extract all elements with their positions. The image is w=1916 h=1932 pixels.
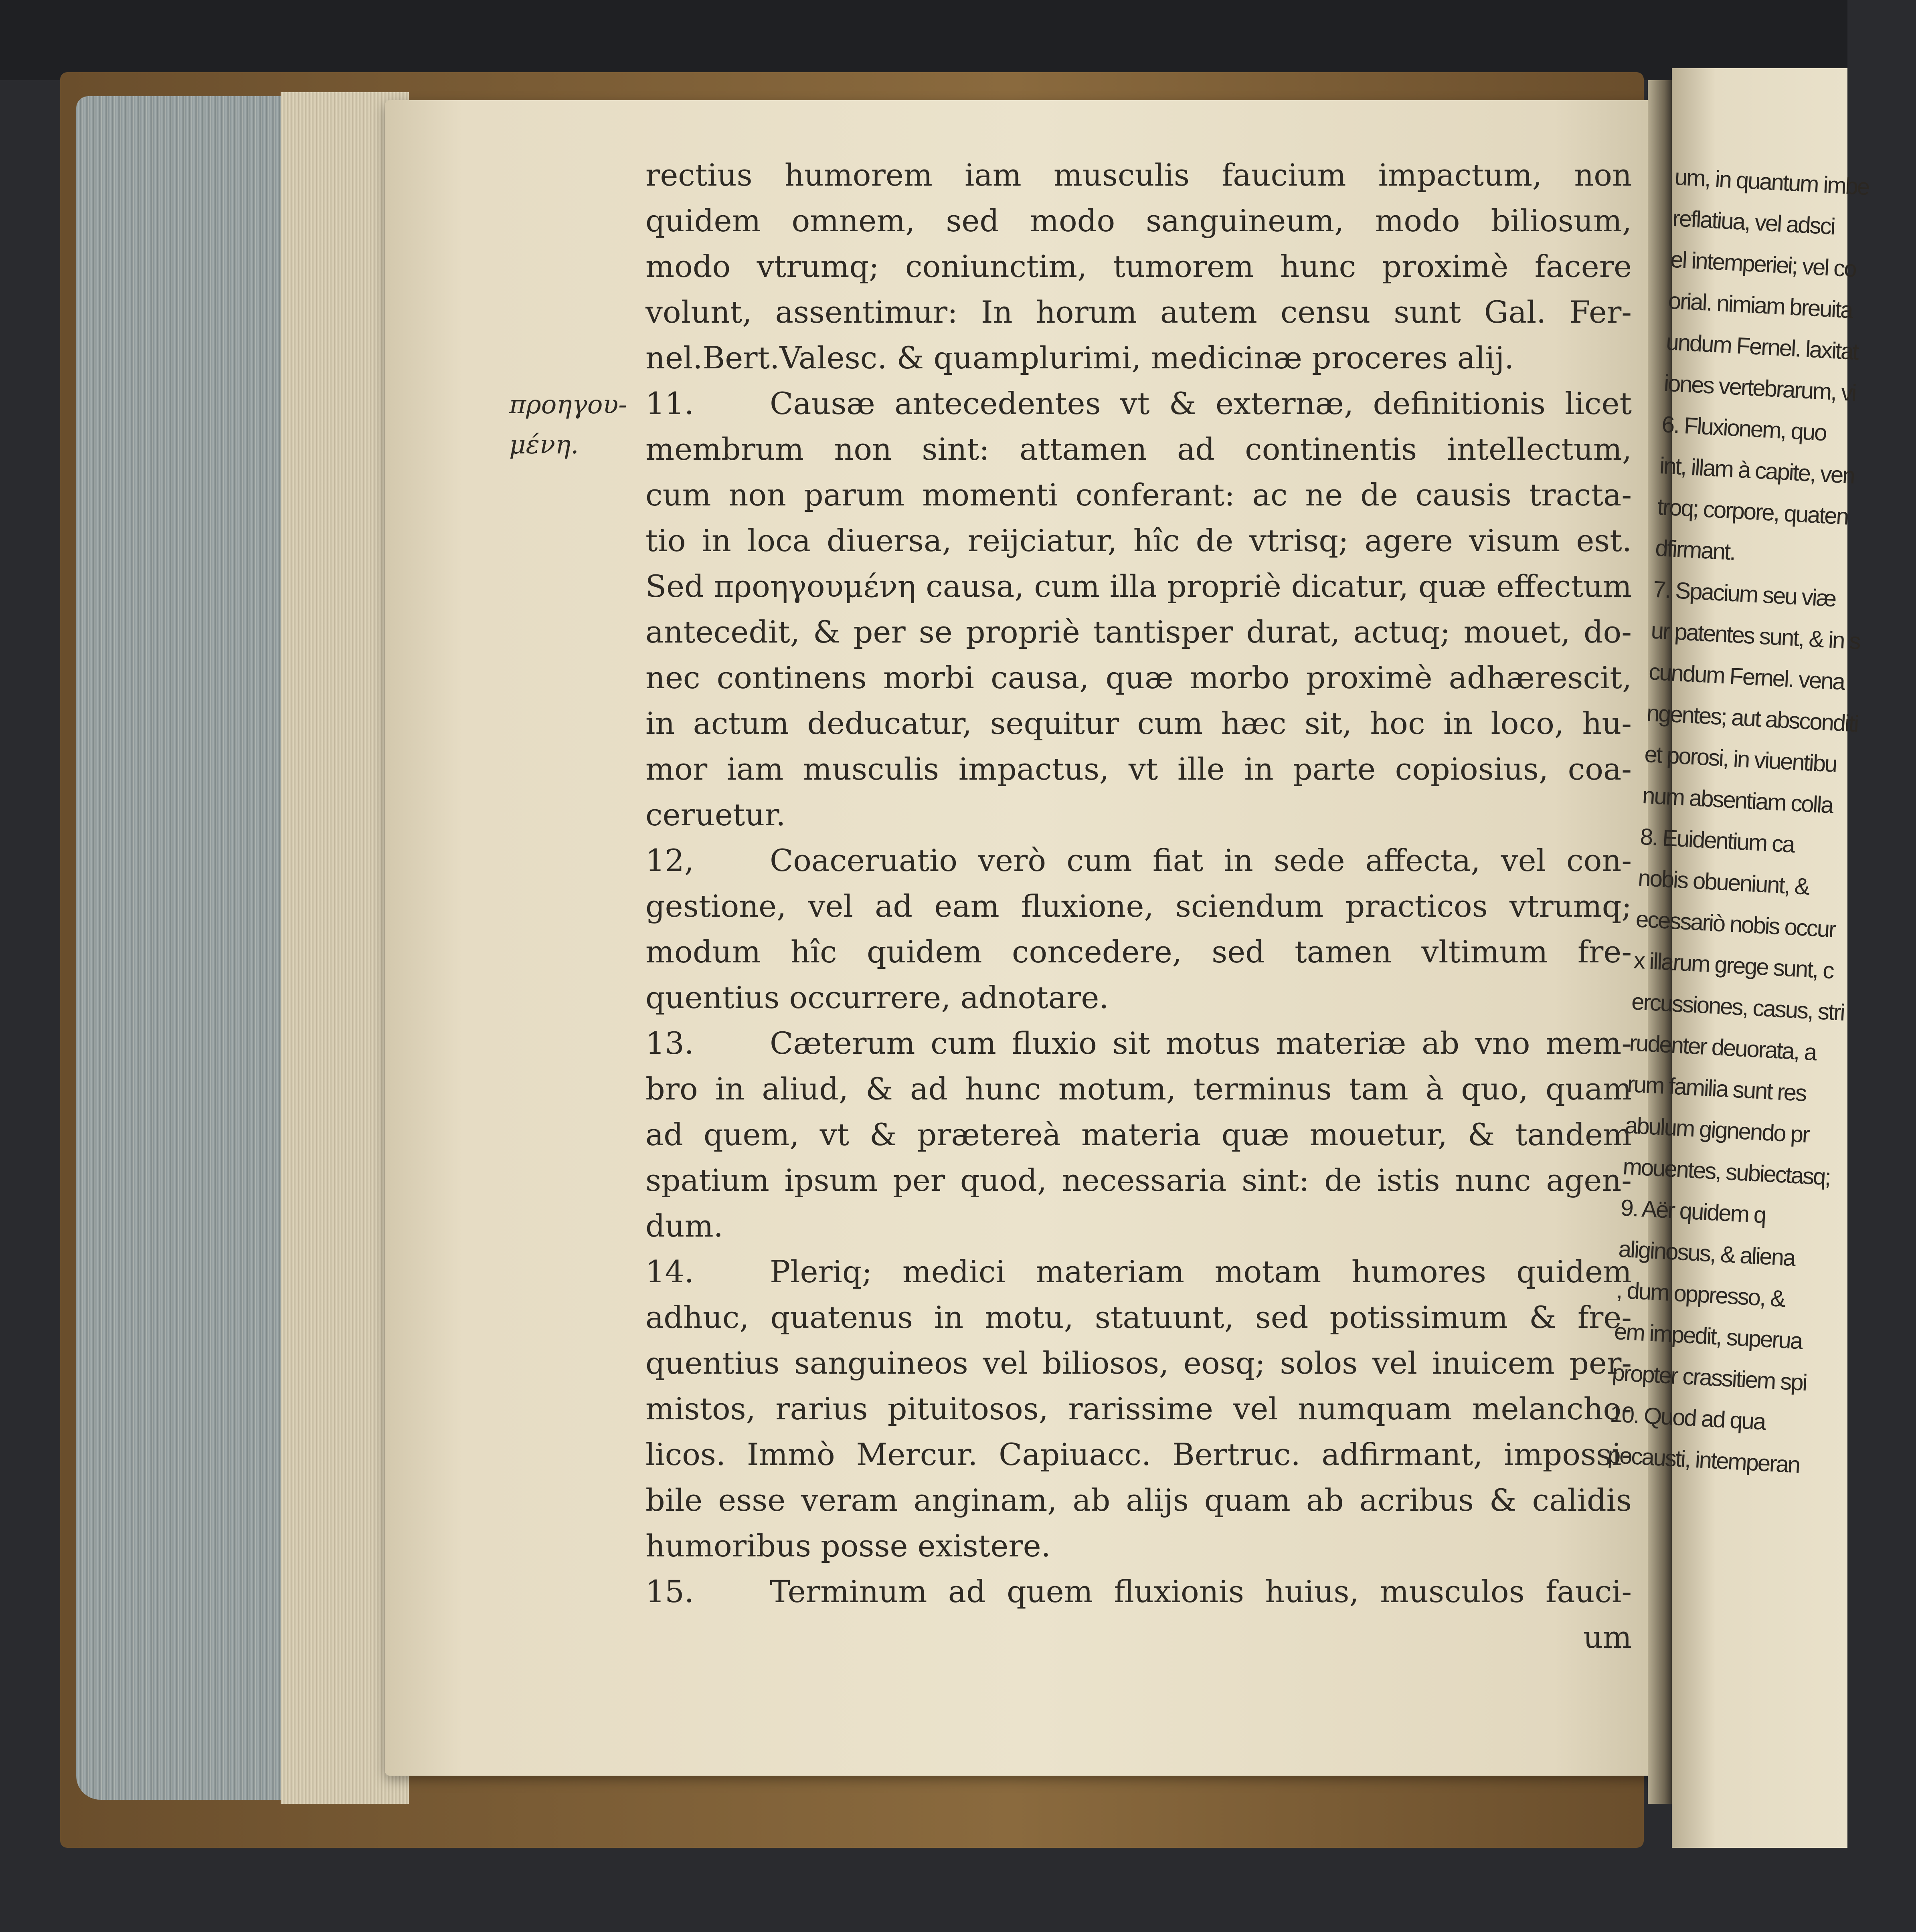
line-text: humoribus posse existere. xyxy=(645,1528,1051,1564)
line-text: gestione, vel ad eam fluxione, sciendum practicos vtrumq; xyxy=(645,888,1632,924)
line-text: modo vtrumq; coniunctim, tumorem hunc proximè facere xyxy=(645,249,1632,284)
line-text: tio in loca diuersa, reijciatur, hîc de vtrisq; agere visum est. xyxy=(645,523,1632,558)
right-page-line: um, in quantum imbe xyxy=(1674,164,1869,200)
right-page-line: 8. Euidentium ca xyxy=(1639,823,1795,858)
right-page-line: pocausti, intemperan xyxy=(1607,1442,1800,1478)
line-text: quentius occurrere, adnotare. xyxy=(645,980,1109,1015)
background xyxy=(0,0,1847,80)
text-line xyxy=(645,1340,1632,1386)
right-page-line: reflatiua, vel adsci xyxy=(1672,205,1835,240)
right-page-line: dfirmant. xyxy=(1655,535,1736,566)
right-page-line: int, illam à capite, ven xyxy=(1659,452,1855,489)
text-line xyxy=(645,335,1632,381)
line-text: bile esse veram anginam, ab alijs quam ab acribus & calidis xyxy=(645,1482,1632,1518)
text-line xyxy=(645,975,1632,1021)
left-page-text xyxy=(645,152,1632,1660)
text-line xyxy=(645,152,1632,198)
paragraph-number: 12, xyxy=(645,843,694,878)
line-text: spatium ipsum per quod, necessaria sint: de istis nunc agen- xyxy=(645,1162,1632,1198)
line-text: licos. Immò Mercur. Capiuacc. Bertruc. adfirmant, impossi- xyxy=(645,1437,1632,1472)
text-line xyxy=(645,426,1632,472)
right-page-line: ngentes; aut absconditi xyxy=(1646,700,1859,737)
line-text: bro in aliud, & ad hunc motum, terminus tam à quo, quam xyxy=(645,1071,1632,1107)
text-line xyxy=(645,244,1632,289)
text-line xyxy=(645,1477,1632,1523)
text-line xyxy=(645,746,1632,792)
text-line xyxy=(645,838,1632,883)
text-line xyxy=(645,1021,1632,1066)
line-text: Cæterum cum fluxio sit motus materiæ ab vno mem- xyxy=(770,1025,1632,1061)
line-text: Coaceruatio verò cum fiat in sede affecta, vel con- xyxy=(770,843,1632,878)
line-text: mor iam musculis impactus, vt ille in parte copiosius, coa- xyxy=(645,751,1632,787)
line-text: ceruetur. xyxy=(645,797,786,833)
text-line xyxy=(645,929,1632,975)
right-page-line: ur patentes sunt, & in s xyxy=(1650,617,1861,655)
text-line xyxy=(645,1158,1632,1203)
right-page-line: 10. Quod ad qua xyxy=(1609,1400,1766,1435)
right-page-line: 6. Fluxionem, quo xyxy=(1661,411,1827,446)
line-text: cum non parum momenti conferant: ac ne de causis tracta- xyxy=(645,477,1632,513)
line-text: Terminum ad quem fluxionis huius, musculos fauci- xyxy=(770,1574,1632,1609)
text-line xyxy=(645,1066,1632,1112)
line-text: quentius sanguineos vel biliosos, eosq; solos vel inuicem per- xyxy=(645,1345,1632,1381)
right-page-line: nobis obueniunt, & xyxy=(1637,865,1810,900)
right-page-line: abulum gignendo pr xyxy=(1624,1112,1810,1148)
text-line xyxy=(645,564,1632,609)
catchword: um xyxy=(1583,1619,1632,1655)
right-page-line: ecessariò nobis occur xyxy=(1635,906,1836,943)
line-text: Sed προηγουμένη causa, cum illa propriè dicatur, quæ effectum xyxy=(645,568,1632,604)
line-text: dum. xyxy=(645,1208,723,1244)
right-page-line: rum familia sunt res xyxy=(1627,1071,1807,1107)
line-text: antecedit, & per se propriè tantisper durat, actuq; mouet, do- xyxy=(645,614,1632,650)
text-line xyxy=(645,1295,1632,1340)
text-line xyxy=(645,1386,1632,1432)
line-text: nel.Bert.Valesc. & quamplurimi, medicinæ proceres alij. xyxy=(645,340,1514,376)
right-page-line: orial. nimiam breuita xyxy=(1667,287,1853,323)
line-text: quidem omnem, sed modo sanguineum, modo biliosum, xyxy=(645,203,1632,238)
paragraph-number: 15. xyxy=(645,1574,694,1609)
right-page-line: aliginosus, & aliena xyxy=(1618,1236,1796,1271)
paragraph-number: 13. xyxy=(645,1025,694,1061)
text-line xyxy=(645,1523,1632,1569)
right-page-line: troq; corpore, quaten xyxy=(1657,493,1849,530)
right-page-line: ercussiones, casus, stri xyxy=(1631,988,1845,1026)
line-text: nec continens morbi causa, quæ morbo proximè adhærescit, xyxy=(645,660,1632,695)
text-line xyxy=(645,289,1632,335)
text-line xyxy=(645,1249,1632,1295)
right-page-line: propter crassitiem spi xyxy=(1611,1359,1807,1396)
line-text: Pleriq; medici materiam motam humores quidem xyxy=(770,1254,1632,1289)
line-text: adhuc, quatenus in motu, statuunt, sed potissimum & fre- xyxy=(645,1299,1632,1335)
marginal-note-line: προηγου- xyxy=(509,390,627,420)
right-page-line: rudenter deuorata, a xyxy=(1629,1030,1817,1066)
text-line xyxy=(645,701,1632,746)
line-text: mistos, rarius pituitosos, rarissime vel numquam melancho- xyxy=(645,1391,1632,1427)
text-line xyxy=(645,883,1632,929)
marginal-note-line: μένη. xyxy=(509,430,579,460)
text-line xyxy=(645,609,1632,655)
right-page-line: , dum oppresso, & xyxy=(1616,1277,1785,1312)
line-text: membrum non sint: attamen ad continentis intellectum, xyxy=(645,431,1632,467)
text-line xyxy=(645,792,1632,838)
right-page-line: iones vertebrarum, vi xyxy=(1663,370,1856,406)
right-page-line: et porosi, in viuentibu xyxy=(1644,741,1837,777)
text-line xyxy=(645,472,1632,518)
line-text: rectius humorem iam musculis faucium impactum, non xyxy=(645,157,1632,193)
line-text: modum hîc quidem concedere, sed tamen vltimum fre- xyxy=(645,934,1632,970)
paragraph-number: 14. xyxy=(645,1254,694,1289)
text-line xyxy=(645,198,1632,244)
text-line xyxy=(645,1432,1632,1477)
text-line xyxy=(645,1203,1632,1249)
right-page-line: 7. Spacium seu viæ xyxy=(1652,576,1836,612)
line-text: volunt, assentimur: In horum autem censu sunt Gal. Fer- xyxy=(645,294,1632,330)
text-line xyxy=(645,1112,1632,1158)
paragraph-number: 11. xyxy=(645,386,694,421)
text-line xyxy=(645,655,1632,701)
right-page-line: em impedit, superua xyxy=(1613,1318,1803,1354)
right-page-line: num absentiam colla xyxy=(1641,782,1833,818)
right-page-line: undum Fernel. laxitat xyxy=(1665,329,1859,365)
right-page-line: el intemperiei; vel co xyxy=(1669,246,1857,282)
line-text: ad quem, vt & prætereà materia quæ mouetur, & tandem xyxy=(645,1117,1632,1152)
text-line xyxy=(645,1569,1632,1615)
line-text: Causæ antecedentes vt & externæ, definitionis licet xyxy=(770,386,1632,421)
right-page-line: 9. Aër quidem q xyxy=(1620,1194,1766,1229)
right-page-line: cundum Fernel. vena xyxy=(1648,659,1845,695)
right-page-line: mouentes, subiectasq; xyxy=(1622,1153,1831,1190)
text-line xyxy=(645,518,1632,564)
marginal-note xyxy=(509,385,637,465)
text-line xyxy=(645,381,1632,426)
line-text: in actum deducatur, sequitur cum hæc sit, hoc in loco, hu- xyxy=(645,705,1632,741)
right-page-line: x illarum grege sunt, c xyxy=(1633,947,1834,984)
